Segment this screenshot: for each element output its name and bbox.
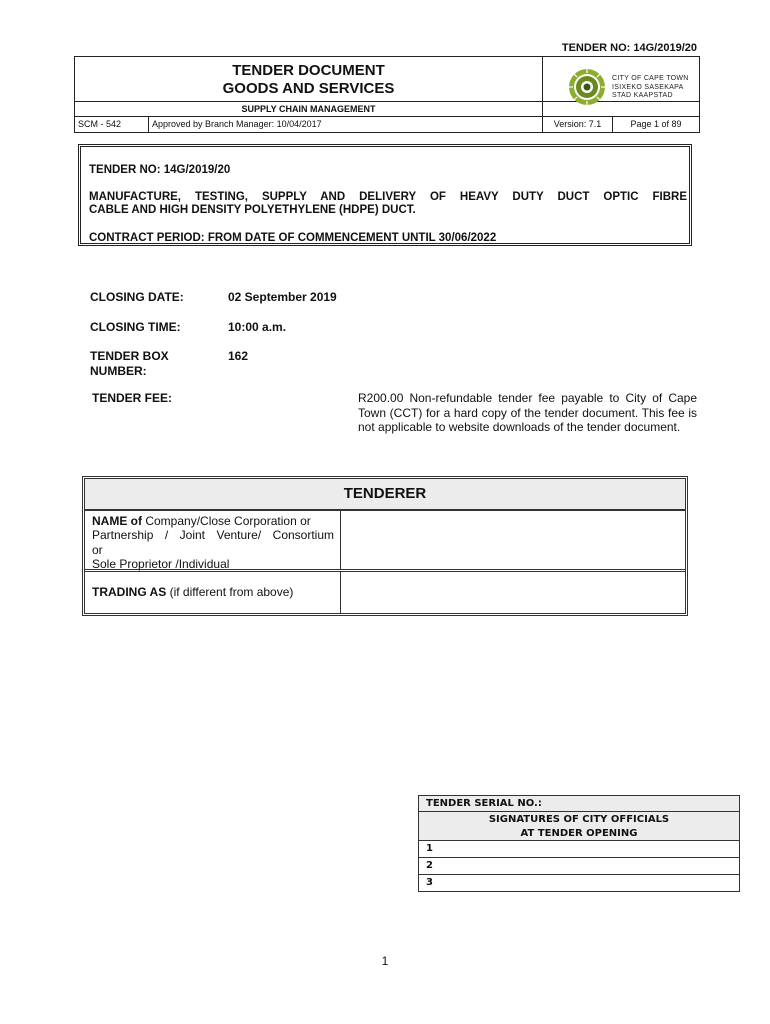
tender-fee-text: R200.00 Non-refundable tender fee payable to City of Cape Town (CCT) for a hard copy of the tender document. This fee is not applicable to website downloads of the tender document.	[358, 391, 697, 434]
signatures-heading	[419, 812, 739, 841]
signatures-heading-line1: SIGNATURES OF CITY OFFICIALS	[488, 814, 670, 825]
name-label-line2: Partnership / Joint Venture/ Consortium	[92, 528, 334, 543]
tender-description-line1: MANUFACTURE, TESTING, SUPPLY AND DELIVERY OF HEAVY DUTY DUCT OPTIC FIBRE	[89, 191, 687, 203]
tender-box-label	[90, 349, 169, 379]
city-name-afrikaans: STAD KAAPSTAD	[612, 92, 673, 99]
version-label: Version: 7.1	[543, 117, 613, 132]
document-title-line1: TENDER DOCUMENT	[232, 62, 385, 79]
document-subtitle: SUPPLY CHAIN MANAGEMENT	[75, 102, 543, 116]
page-count: Page 1 of 89	[630, 119, 682, 129]
trading-as-row	[85, 569, 685, 613]
tender-serial-box	[418, 795, 740, 892]
city-logo	[543, 57, 699, 101]
tender-box-label-line1: TENDER BOX	[90, 349, 169, 363]
city-name-xhosa: ISIXEKO SASEKAPA	[612, 83, 684, 91]
name-label-line4: Sole Proprietor /Individual	[92, 556, 230, 571]
tender-fee-label: TENDER FEE:	[92, 391, 173, 405]
tenderer-table	[82, 476, 688, 616]
document-header-table	[74, 56, 700, 133]
contract-period: CONTRACT PERIOD: FROM DATE OF COMMENCEMENT UNTIL 30/06/2022	[89, 232, 497, 244]
trading-as-label	[85, 572, 341, 613]
tender-description-line2: CABLE AND HIGH DENSITY POLYETHYLENE (HDPE) DUCT.	[89, 204, 416, 216]
tenderer-name-label	[85, 511, 341, 569]
document-title-line2: GOODS AND SERVICES	[222, 80, 395, 97]
tenderer-heading: TENDERER	[85, 479, 685, 511]
approval-note: Approved by Branch Manager: 10/04/2017	[149, 117, 543, 132]
tender-box-value: 162	[228, 349, 249, 363]
signature-row-1[interactable]: 1	[419, 841, 739, 858]
tender-number-header: TENDER NO: 14G/2019/20	[561, 42, 697, 54]
city-name-english: CITY OF CAPE TOWN	[612, 75, 689, 82]
trading-as-field[interactable]	[341, 572, 685, 613]
closing-date-value: 02 September 2019	[228, 290, 337, 304]
tender-box-label-line2: NUMBER:	[90, 364, 147, 378]
closing-date-label: CLOSING DATE:	[90, 290, 184, 304]
closing-time-label: CLOSING TIME:	[90, 320, 181, 334]
city-seal-icon	[568, 68, 606, 106]
name-label-rest: Company/Close Corporation or	[142, 514, 311, 528]
tender-serial-label: TENDER SERIAL NO.:	[419, 796, 739, 812]
tenderer-name-field[interactable]	[341, 511, 685, 569]
name-label-line3: or	[92, 542, 103, 557]
document-title-cell	[75, 57, 543, 101]
signatures-heading-line2: AT TENDER OPENING	[520, 828, 638, 839]
trading-as-bold: TRADING AS	[92, 585, 167, 599]
trading-as-rest: (if different from above)	[166, 585, 294, 599]
page-number: 1	[381, 954, 389, 968]
closing-time-value: 10:00 a.m.	[228, 320, 287, 334]
tender-title-box	[78, 144, 692, 246]
tenderer-name-row	[85, 511, 685, 569]
doc-code: SCM - 542	[75, 117, 149, 132]
name-bold-label: NAME of	[92, 514, 142, 528]
signature-row-3[interactable]: 3	[426, 877, 433, 888]
signature-row-2[interactable]: 2	[419, 858, 739, 875]
tender-number: TENDER NO: 14G/2019/20	[89, 164, 231, 176]
